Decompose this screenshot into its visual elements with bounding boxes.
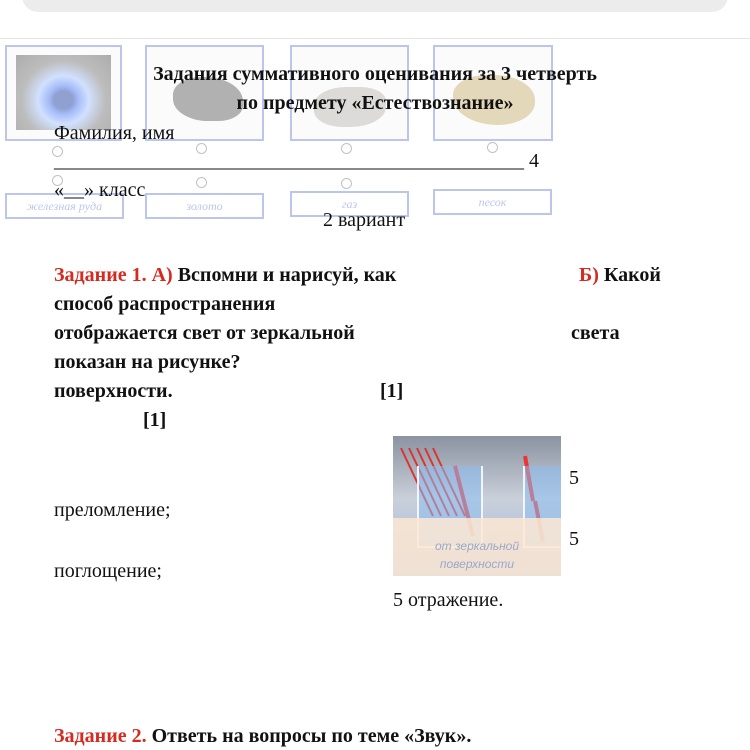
task1-score-a: [1]	[143, 409, 167, 431]
address-bar[interactable]	[22, 0, 728, 12]
option-refraction: преломление;	[54, 499, 171, 521]
task1-part-a-letter: А)	[151, 264, 173, 286]
option-reflection: 5 отражение.	[393, 589, 504, 611]
label-sand: песок	[433, 189, 552, 215]
name-label: Фамилия, имя	[54, 122, 175, 144]
task2-label: Задание 2.	[54, 725, 147, 747]
option-marker-1: 5	[569, 467, 579, 489]
image-caption: от зеркальной поверхности	[434, 539, 520, 571]
task1-part-b	[579, 262, 661, 288]
page-title-line2: по предмету «Естествознание»	[236, 92, 514, 114]
variant-label: 2 вариант	[323, 209, 406, 231]
class-label: «__» класс	[54, 179, 146, 201]
task2-heading	[54, 723, 471, 749]
label-gold: золото	[145, 193, 264, 219]
task1-part-a-text: Вспомни и нарисуй, как	[177, 264, 397, 286]
refraction-picture	[393, 436, 561, 576]
task1-score-b: [1]	[380, 380, 404, 402]
radio-6	[196, 177, 207, 188]
task1-part-b-letter: Б)	[579, 264, 599, 286]
radio-7	[341, 178, 352, 189]
task1-line1	[54, 262, 396, 288]
label-gas: газ	[290, 191, 409, 217]
name-line: _______________________________________________ 4	[54, 150, 539, 172]
task1-line2: способ распространения	[54, 293, 276, 315]
task1-line4: показан на рисунке?	[54, 351, 241, 373]
label-iron-ore: железная руда	[5, 193, 124, 219]
task1-line5-left: поверхности.	[54, 380, 173, 402]
option-absorption: поглощение;	[54, 560, 162, 582]
task1-line3-right: света	[571, 322, 620, 344]
task1-label: Задание 1.	[54, 264, 147, 286]
task1-part-b-text: Какой	[603, 264, 661, 286]
option-marker-2: 5	[569, 528, 579, 550]
task2-text: Ответь на вопросы по теме «Звук».	[151, 725, 472, 747]
task1-line3-left: отображается свет от зеркальной	[54, 322, 355, 344]
page-title-line1: Задания суммативного оценивания за 3 четверть	[153, 63, 597, 85]
